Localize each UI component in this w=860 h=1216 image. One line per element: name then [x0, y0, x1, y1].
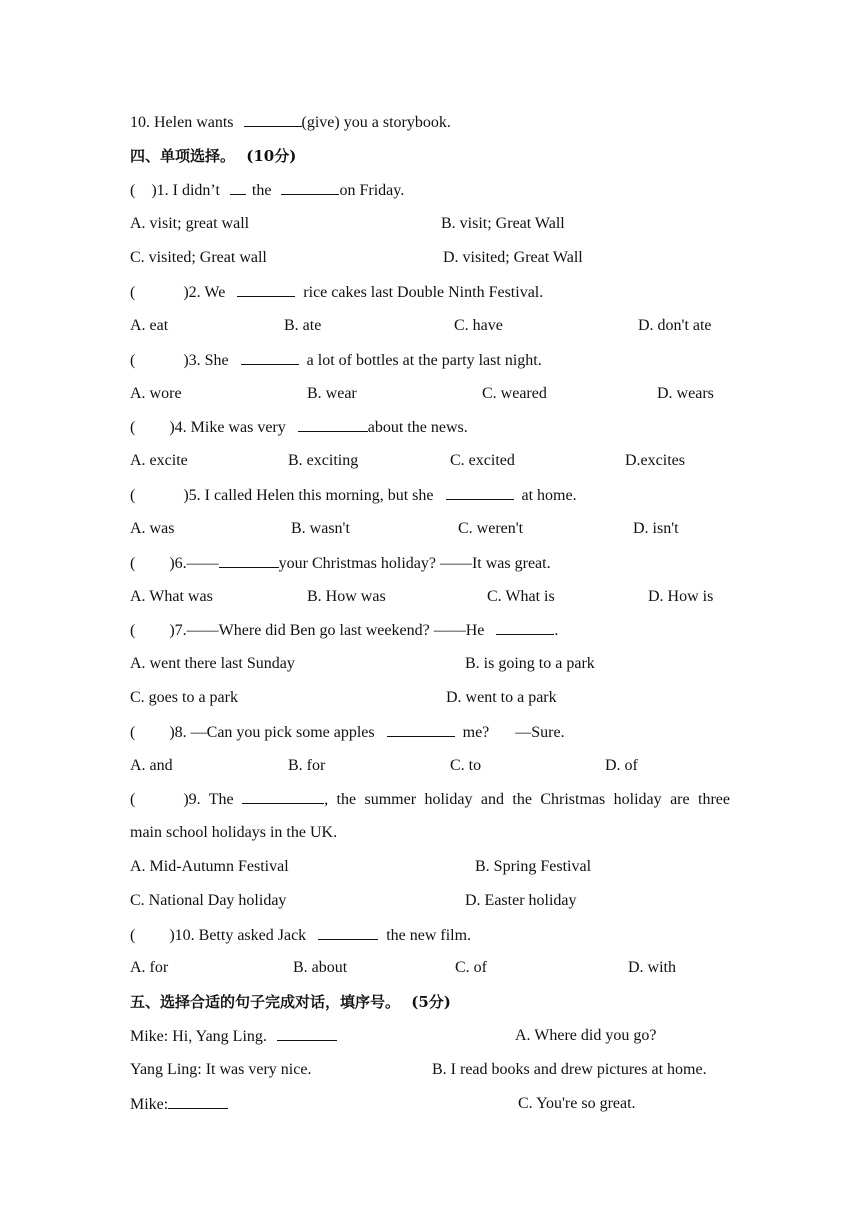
option-c[interactable]: C. National Day holiday	[130, 892, 287, 909]
dialogue-left: Yang Ling: It was very nice.	[130, 1061, 312, 1078]
question-9-continued: main school holidays in the UK.	[130, 824, 338, 841]
answer-blank[interactable]	[241, 347, 299, 365]
options-q7-row1	[130, 651, 730, 677]
options-q4	[130, 448, 730, 474]
choice-b: B. I read books and drew pictures at home.	[432, 1061, 707, 1078]
option-a[interactable]: A. was	[130, 520, 175, 537]
option-b[interactable]: B. wasn't	[291, 520, 350, 537]
option-d[interactable]: D. visited; Great Wall	[443, 249, 583, 266]
question-5: ( )5. I called Helen this morning, but she at home.	[130, 482, 730, 508]
option-b[interactable]: B. ate	[284, 317, 322, 334]
section4-heading: 四、单项选择。 (10分)	[130, 147, 297, 165]
options-q8	[130, 753, 730, 779]
option-c[interactable]: C. of	[455, 959, 487, 976]
question-2: ( )2. We rice cakes last Double Ninth Festival.	[130, 279, 730, 305]
option-b[interactable]: B. visit; Great Wall	[441, 215, 565, 232]
answer-blank[interactable]	[318, 922, 378, 940]
option-a[interactable]: A. went there last Sunday	[130, 655, 295, 672]
answer-blank[interactable]	[387, 719, 455, 737]
options-q2	[130, 313, 730, 339]
choice-a: A. Where did you go?	[515, 1027, 657, 1044]
question-3: ( )3. She a lot of bottles at the party last night.	[130, 347, 730, 373]
options-q9-row2	[130, 888, 730, 914]
option-d[interactable]: D. of	[605, 757, 638, 774]
dialogue-line-2	[130, 1057, 730, 1083]
answer-blank[interactable]	[242, 786, 324, 804]
option-d[interactable]: D. don't ate	[638, 317, 712, 334]
option-b[interactable]: B. for	[288, 757, 326, 774]
option-d[interactable]: D. isn't	[633, 520, 679, 537]
option-c[interactable]: C. weren't	[458, 520, 524, 537]
option-d[interactable]: D. Easter holiday	[465, 892, 577, 909]
option-c[interactable]: C. weared	[482, 385, 547, 402]
option-c[interactable]: C. What is	[487, 588, 555, 605]
question-7: ( )7.——Where did Ben go last weekend? ——He .	[130, 617, 730, 643]
option-a[interactable]: A. excite	[130, 452, 188, 469]
q10-hint: (give) you a storybook.	[301, 114, 451, 131]
q10-text: 10. Helen wants	[130, 114, 234, 131]
section5-heading: 五、选择合适的句子完成对话，填序号。 (5分)	[130, 993, 451, 1011]
answer-blank[interactable]	[168, 1091, 228, 1109]
answer-blank[interactable]	[244, 109, 302, 127]
option-a[interactable]: A. What was	[130, 588, 213, 605]
question-8: ( )8. —Can you pick some apples me? —Sure.	[130, 719, 730, 745]
option-b[interactable]: B. Spring Festival	[475, 858, 592, 875]
option-a[interactable]: A. Mid-Autumn Festival	[130, 858, 289, 875]
question-1: ( )1. I didn’t the on Friday.	[130, 177, 730, 203]
option-b[interactable]: B. exciting	[288, 452, 359, 469]
answer-blank[interactable]	[219, 550, 279, 568]
answer-blank[interactable]	[230, 177, 246, 195]
options-q3	[130, 381, 730, 407]
option-b[interactable]: B. about	[293, 959, 348, 976]
option-a[interactable]: A. and	[130, 757, 173, 774]
option-a[interactable]: A. wore	[130, 385, 182, 402]
dialogue-line-3	[130, 1091, 730, 1117]
option-c[interactable]: C. goes to a park	[130, 689, 238, 706]
option-c[interactable]: C. to	[450, 757, 482, 774]
answer-blank[interactable]	[496, 617, 554, 635]
option-b[interactable]: B. is going to a park	[465, 655, 595, 672]
option-d[interactable]: D.excites	[625, 452, 685, 469]
option-d[interactable]: D. wears	[657, 385, 714, 402]
option-b[interactable]: B. wear	[307, 385, 357, 402]
option-c[interactable]: C. excited	[450, 452, 515, 469]
question-10: ( )10. Betty asked Jack the new film.	[130, 922, 730, 948]
question-4: ( )4. Mike was very about the news.	[130, 414, 730, 440]
dialogue-left: Mike: Hi, Yang Ling.	[130, 1023, 337, 1050]
options-q7-row2	[130, 685, 730, 711]
options-q1-row1	[130, 211, 730, 237]
options-q9-row1	[130, 854, 730, 880]
dialogue-left: Mike:	[130, 1091, 228, 1118]
options-q6	[130, 584, 730, 610]
option-c[interactable]: C. visited; Great wall	[130, 249, 267, 266]
option-a[interactable]: A. for	[130, 959, 169, 976]
option-a[interactable]: A. visit; great wall	[130, 215, 250, 232]
option-d[interactable]: D. with	[628, 959, 676, 976]
option-a[interactable]: A. eat	[130, 317, 169, 334]
option-d[interactable]: D. How is	[648, 588, 714, 605]
option-b[interactable]: B. How was	[307, 588, 386, 605]
option-d[interactable]: D. went to a park	[446, 689, 557, 706]
q10-fill-line	[130, 109, 730, 135]
option-c[interactable]: C. have	[454, 317, 503, 334]
answer-blank[interactable]	[298, 414, 368, 432]
options-q1-row2	[130, 245, 730, 271]
dialogue-line-1	[130, 1023, 730, 1049]
answer-blank[interactable]	[446, 482, 514, 500]
question-9: ( )9. The , the summer holiday and the Christmas holiday are three	[130, 786, 730, 812]
answer-blank[interactable]	[237, 279, 295, 297]
question-6: ( )6.—— your Christmas holiday? ——It was great.	[130, 550, 730, 576]
answer-blank[interactable]	[277, 1023, 337, 1041]
options-q10	[130, 955, 730, 981]
options-q5	[130, 516, 730, 542]
answer-blank[interactable]	[281, 177, 339, 195]
choice-c: C. You're so great.	[518, 1095, 636, 1112]
